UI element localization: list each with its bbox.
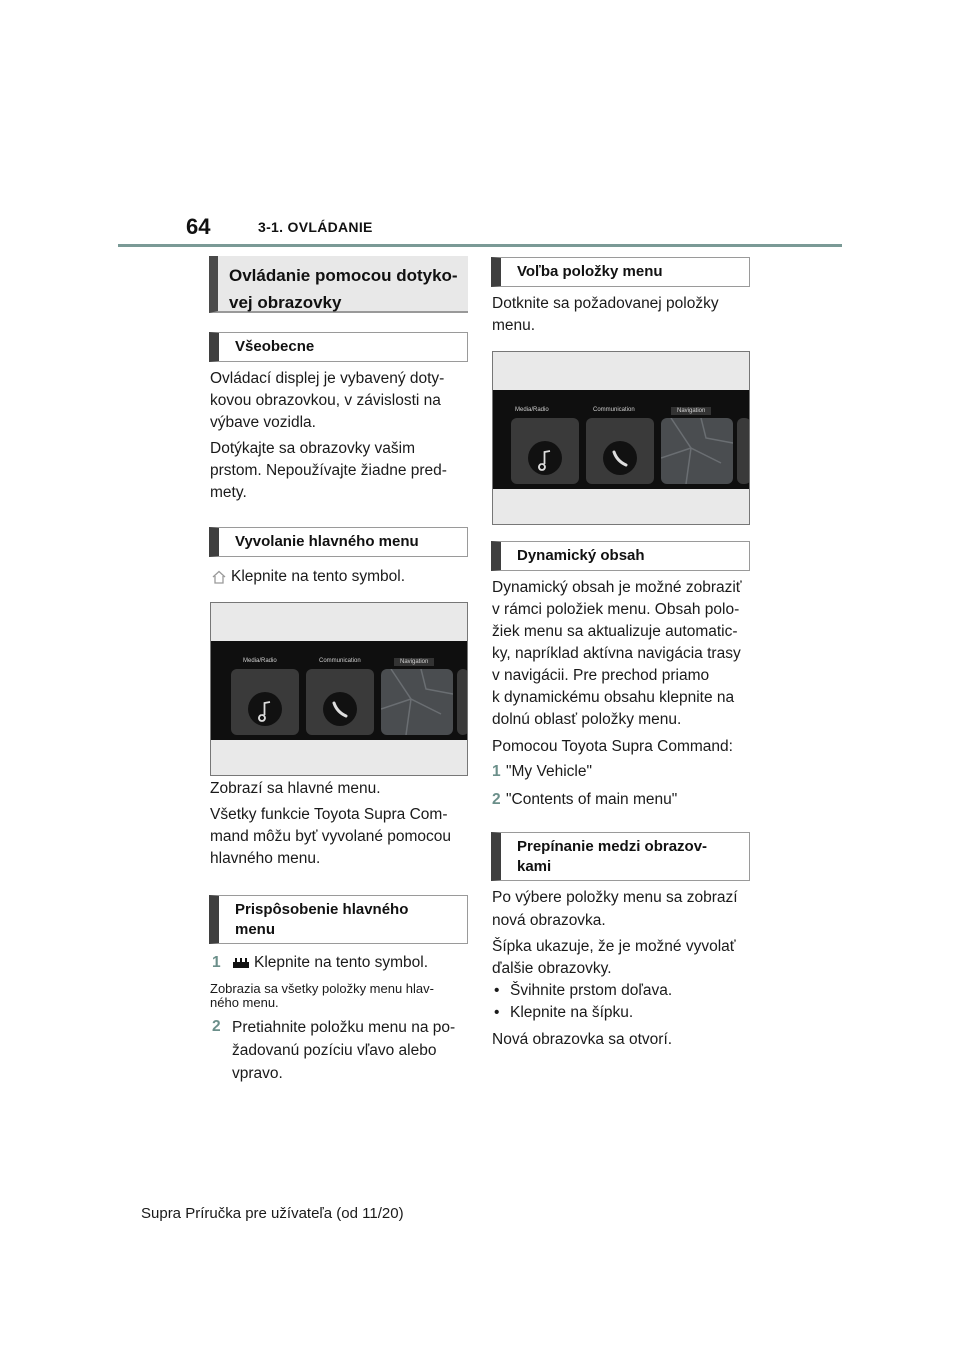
text-line: ného menu. — [210, 995, 279, 1010]
text-line: Pomocou Toyota Supra Command: — [492, 738, 733, 755]
heading-select-item-label: Voľba položky menu — [517, 263, 663, 280]
phone-icon — [603, 441, 637, 475]
text-line: výbave vozidla. — [210, 414, 316, 431]
text-line: Po výbere položky menu sa zobrazí — [492, 889, 738, 906]
customize-step-2 — [212, 1016, 474, 1085]
main-menu-screenshot — [210, 602, 468, 776]
bullet-item: • Švihnite prstom doľava. — [492, 980, 756, 1002]
section-title-line1: Ovládanie pomocou dotyko- — [229, 266, 458, 285]
edit-menu-icon — [232, 956, 250, 970]
heading-customize — [209, 895, 468, 944]
heading-customize-line1: Prispôsobenie hlavného — [235, 901, 409, 918]
text-line: prstom. Nepoužívajte žiadne pred- — [210, 462, 447, 479]
customize-note — [210, 982, 472, 1010]
communication-label: Communication — [319, 658, 361, 664]
page-number: 64 — [186, 214, 211, 239]
text-line: ky, napríklad aktívna navigácia trasy — [492, 645, 741, 662]
text-line: Zobrazia sa všetky položky menu hlav- — [210, 981, 434, 996]
tap-home-line — [211, 566, 471, 588]
text-line: Ovládací displej je vybavený doty- — [210, 370, 445, 387]
step-1-text: Klepnite na tento symbol. — [254, 954, 429, 971]
step-text: "Contents of main menu" — [506, 791, 678, 808]
text-line: mand môžu byť vyvolané pomocou — [210, 828, 452, 845]
music-icon — [528, 441, 562, 475]
next-tile — [457, 669, 468, 735]
heading-switch-line2: kami — [517, 858, 552, 875]
navigation-label: Navigation — [671, 407, 711, 415]
text-line: Dotýkajte sa obrazovky vašim — [210, 440, 416, 457]
heading-select-item — [491, 257, 750, 287]
text-line: menu. — [492, 317, 536, 334]
select-paragraph — [492, 293, 754, 337]
step-text: "My Vehicle" — [506, 763, 592, 780]
step-number: 2 — [212, 1018, 221, 1035]
select-menu-screenshot — [492, 351, 750, 525]
text-line: Dynamický obsah je možné zobraziť — [492, 579, 742, 596]
heading-dynamic — [491, 541, 750, 571]
text-line: Šípka ukazuje, že je možné vyvolať — [492, 938, 736, 955]
text-line: ďalšie obrazovky. — [492, 960, 612, 977]
heading-main-menu-label: Vyvolanie hlavného menu — [235, 533, 419, 550]
music-icon — [248, 692, 282, 726]
text-line: Dotknite sa požadovanej položky — [492, 295, 719, 312]
main-menu-result — [210, 778, 472, 870]
text-line: Všetky funkcie Toyota Supra Com- — [210, 806, 448, 823]
navigation-label: Navigation — [394, 658, 434, 666]
media-label: Media/Radio — [243, 658, 277, 664]
heading-general-label: Všeobecne — [235, 338, 315, 355]
text-line: žiek menu sa aktualizuje automatic- — [492, 623, 738, 640]
text-line: dolnú oblasť položky menu. — [492, 711, 682, 728]
general-paragraph-2 — [210, 438, 470, 504]
heading-switch-screens — [491, 832, 750, 881]
text-line: mety. — [210, 484, 247, 501]
section-title — [209, 256, 468, 313]
home-icon — [211, 569, 227, 585]
heading-switch-line1: Prepínanie medzi obrazov- — [517, 838, 708, 855]
text-line: v navigácii. Pre prechod priamo — [492, 667, 710, 684]
text-line: Pretiahnite položku menu na po- — [232, 1019, 456, 1036]
customize-step-1 — [212, 952, 472, 974]
media-label: Media/Radio — [515, 407, 549, 413]
next-tile — [737, 418, 750, 484]
bullet-item: • Klepnite na šípku. — [492, 1002, 756, 1024]
text-line: nová obrazovka. — [492, 912, 606, 929]
text-line: v rámci položiek menu. Obsah polo- — [492, 601, 740, 618]
step-number: 2 — [492, 791, 501, 808]
step-number: 1 — [212, 954, 221, 971]
tap-home-text: Klepnite na tento symbol. — [231, 568, 406, 585]
dynamic-step-1 — [492, 761, 756, 783]
navigation-tile — [661, 418, 733, 484]
heading-general — [209, 332, 468, 362]
chapter-title: 3-1. OVLÁDANIE — [258, 219, 373, 235]
general-paragraph-1 — [210, 368, 470, 434]
phone-icon — [323, 692, 357, 726]
text-line: Zobrazí sa hlavné menu. — [210, 780, 381, 797]
text-line: vpravo. — [232, 1065, 283, 1082]
switch-paragraph — [492, 887, 756, 1051]
dynamic-step-2 — [492, 789, 756, 811]
communication-label: Communication — [593, 407, 635, 413]
dynamic-paragraph — [492, 577, 756, 811]
header-rule — [118, 244, 842, 247]
text-line: Nová obrazovka sa otvorí. — [492, 1031, 673, 1048]
text-line: žadovanú pozíciu vľavo alebo — [232, 1042, 437, 1059]
text-line: kovou obrazovkou, v závislosti na — [210, 392, 441, 409]
navigation-tile — [381, 669, 453, 735]
heading-dynamic-label: Dynamický obsah — [517, 547, 645, 564]
switch-bullets — [492, 980, 756, 1024]
step-number: 1 — [492, 763, 501, 780]
text-line: k dynamickému obsahu klepnite na — [492, 689, 735, 706]
text-line: hlavného menu. — [210, 850, 321, 867]
footer-text: Supra Príručka pre užívateľa (od 11/20) — [141, 1205, 404, 1222]
heading-customize-line2: menu — [235, 921, 276, 938]
heading-main-menu — [209, 527, 468, 557]
section-title-line2: vej obrazovky — [229, 293, 342, 312]
